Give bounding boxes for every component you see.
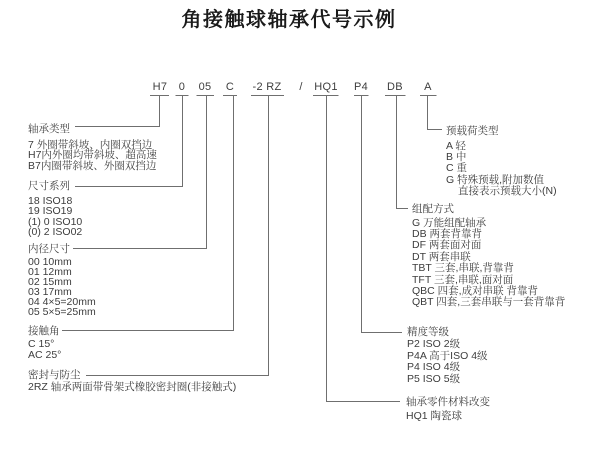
list-item: AC 25° bbox=[28, 348, 62, 361]
list-item: DB 两套背靠背 bbox=[412, 228, 483, 240]
list-item: A 轻 bbox=[446, 139, 466, 152]
code-part-slash: / bbox=[299, 81, 303, 93]
list-item: G 特殊预载,附加数值 bbox=[446, 173, 545, 186]
list-item: P5 ISO 5级 bbox=[407, 372, 461, 385]
list-item: C 15° bbox=[28, 337, 55, 350]
code-part-db: DB bbox=[387, 81, 403, 93]
section-label: 组配方式 bbox=[412, 203, 454, 215]
code-part-p4: P4 bbox=[353, 81, 369, 93]
list-item: QBT 四套,三套串联与一套背靠背 bbox=[412, 296, 566, 309]
page-title: 角接触球轴承代号示例 bbox=[181, 9, 397, 31]
section-label: 密封与防尘 bbox=[28, 369, 81, 381]
list-item: B7内圈带斜坡、外圈双挡边 bbox=[28, 159, 157, 172]
list-item: DT 两套串联 bbox=[412, 250, 471, 263]
list-item: 05 5×5=25mm bbox=[28, 306, 96, 318]
code-part-a: A bbox=[424, 81, 432, 93]
leader-p4-precision bbox=[362, 96, 403, 333]
list-item: B 中 bbox=[446, 150, 467, 163]
section-material bbox=[406, 397, 490, 423]
list-item: H7内外圈均带斜坡、超高速 bbox=[28, 149, 157, 161]
list-item: (1) 0 ISO10 bbox=[28, 215, 83, 228]
list-item: 直接表示预载大小(N) bbox=[458, 185, 557, 198]
list-item: G 万能组配轴承 bbox=[412, 216, 487, 229]
leader-h7-bearing-type bbox=[75, 96, 160, 127]
code-part-05: 05 bbox=[198, 81, 212, 93]
leader-a-preload bbox=[428, 96, 443, 130]
leader-db-arrangement bbox=[397, 96, 409, 209]
code-part-0: 0 bbox=[178, 81, 186, 93]
code-part-2rz: -2 RZ bbox=[252, 81, 282, 93]
section-label: 尺寸系列 bbox=[28, 180, 70, 192]
leader-hq1-material bbox=[327, 96, 401, 402]
list-item: 19 ISO19 bbox=[28, 205, 73, 217]
list-item: P4A 高于ISO 4级 bbox=[407, 349, 488, 362]
section-preload bbox=[446, 126, 557, 198]
section-label: 内径尺寸 bbox=[28, 243, 70, 255]
section-size-series bbox=[28, 181, 82, 238]
leader-05-bore-size bbox=[73, 96, 207, 249]
list-item: P2 ISO 2级 bbox=[407, 338, 461, 350]
section-bearing-type bbox=[28, 124, 157, 171]
list-item: DF 两套面对面 bbox=[412, 239, 482, 252]
list-item: TBT 三套,串联,背靠背 bbox=[412, 262, 514, 275]
code-part-h7: H7 bbox=[152, 81, 168, 93]
list-item: 7 外圈带斜坡、内圈双挡边 bbox=[28, 138, 153, 151]
list-item: C 重 bbox=[446, 162, 467, 175]
section-label: 精度等级 bbox=[407, 326, 449, 338]
list-item: (0) 2 ISO02 bbox=[28, 226, 83, 238]
section-seal bbox=[28, 370, 236, 393]
section-contact-angle bbox=[28, 326, 61, 361]
code-part-c: C bbox=[225, 81, 235, 93]
list-item: TFT 三套,串联,面对面 bbox=[412, 273, 514, 286]
list-item: QBC 四套,成对串联 背靠背 bbox=[412, 285, 539, 298]
list-item: 00 10mm bbox=[28, 256, 72, 268]
list-item: 18 ISO18 bbox=[28, 194, 73, 207]
list-item: P4 ISO 4级 bbox=[407, 361, 461, 374]
section-label: 预载荷类型 bbox=[446, 124, 499, 137]
list-item: 01 12mm bbox=[28, 266, 72, 278]
list-item: HQ1 陶瓷球 bbox=[406, 410, 463, 422]
section-precision bbox=[407, 327, 488, 385]
section-label: 轴承类型 bbox=[28, 123, 70, 135]
section-bore-size bbox=[28, 244, 96, 317]
code-part-hq1: HQ1 bbox=[314, 81, 338, 93]
list-item: 03 17mm bbox=[28, 286, 72, 298]
list-item: 02 15mm bbox=[28, 276, 72, 288]
list-item: 04 4×5=20mm bbox=[28, 296, 96, 308]
section-label: 轴承零件材料改变 bbox=[406, 395, 490, 408]
section-label: 接触角 bbox=[28, 325, 60, 337]
section-arrangement bbox=[412, 204, 565, 309]
list-item: 2RZ 轴承两面带骨架式橡胶密封圈(非接触式) bbox=[28, 380, 237, 393]
